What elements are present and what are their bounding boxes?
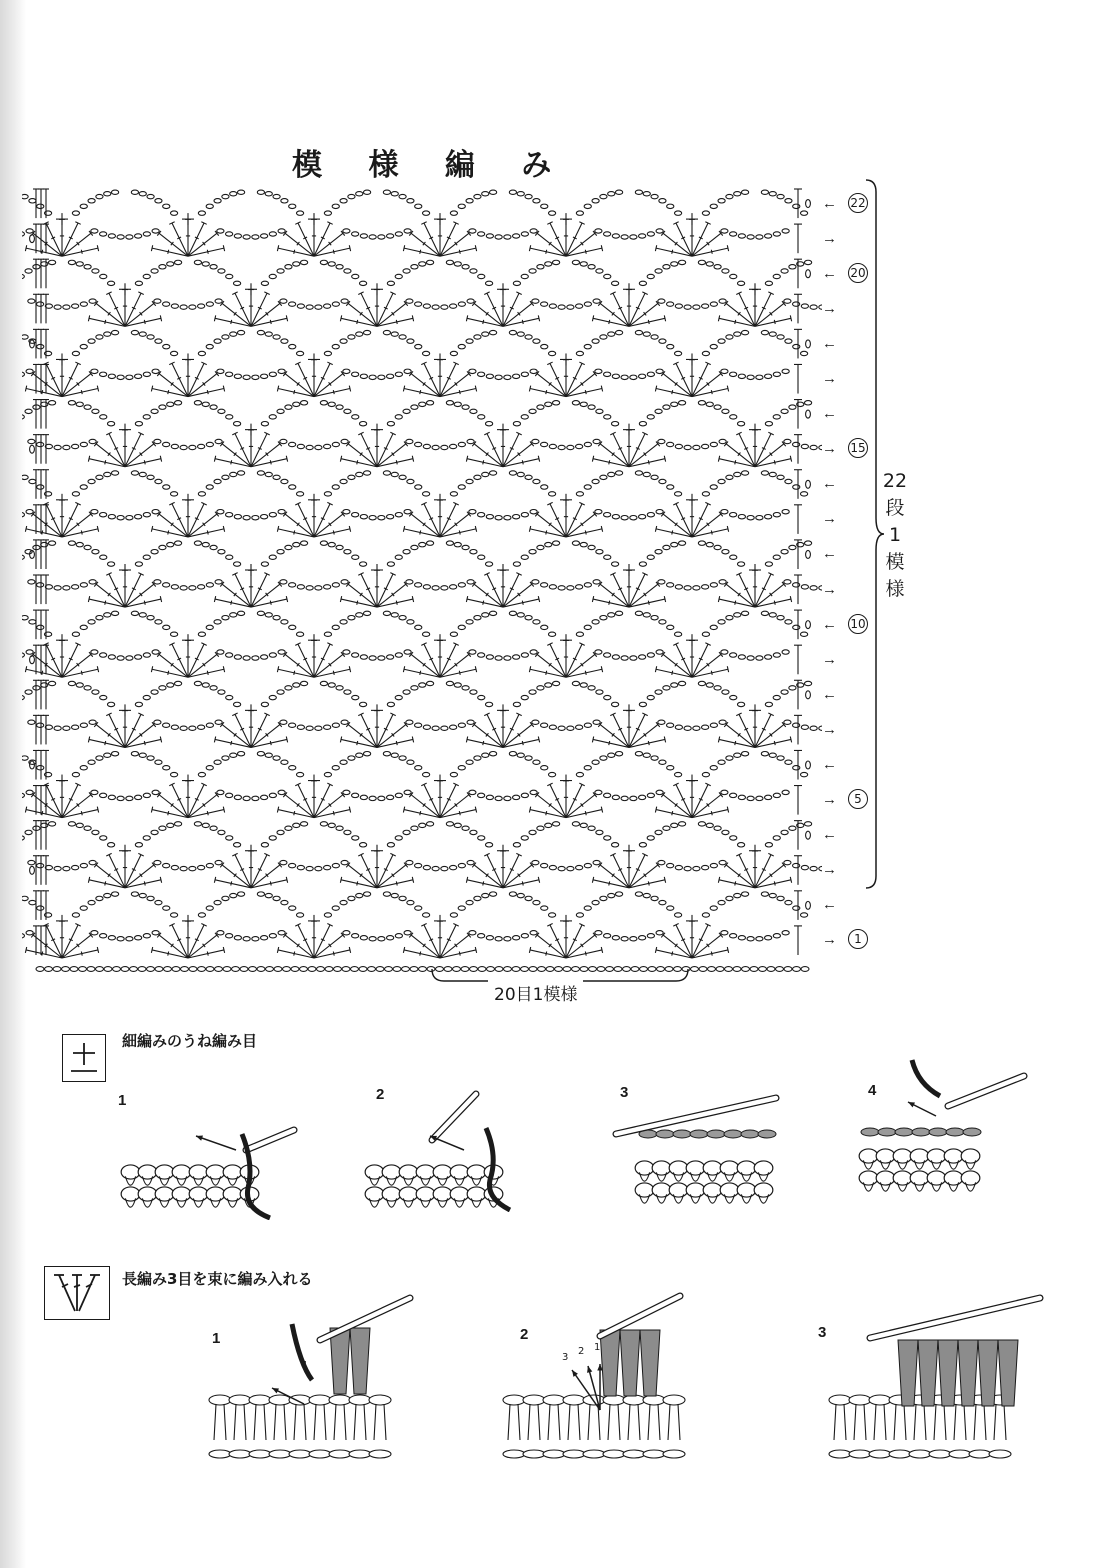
section1-step-1: 1 (118, 1092, 127, 1109)
section2-step-1: 1 (212, 1330, 221, 1347)
row-22-arrow: ← (822, 194, 837, 212)
dc3-bundle-symbol-box (44, 1266, 110, 1320)
row-5-arrow: → (822, 791, 837, 809)
row-number-10: 10 (848, 614, 868, 634)
rows-repeat-label (880, 468, 910, 603)
row-number-20: 20 (848, 263, 868, 283)
dc3-bundle-symbol-icon (45, 1267, 109, 1319)
row-3-arrow: → (822, 861, 837, 879)
row-number-1: 1 (848, 929, 868, 949)
section2-step-3: 3 (818, 1324, 827, 1341)
crochet-chart (22, 168, 822, 978)
section1-illustration-2 (360, 1080, 540, 1212)
row-20-arrow: ← (822, 264, 837, 282)
row-10-arrow: ← (822, 615, 837, 633)
row-16-arrow: ← (822, 405, 837, 423)
row-1-arrow: → (822, 931, 837, 949)
row-17-arrow: → (822, 370, 837, 387)
row-19-arrow: → (822, 299, 837, 317)
chart-stitch-grid (22, 190, 822, 958)
rows-repeat-label-4: 模 (885, 551, 905, 573)
row-number-22: 22 (848, 193, 868, 213)
row-14-arrow: ← (822, 475, 837, 493)
row-2-arrow: ← (822, 896, 837, 914)
section2-title: 長編み3目を束に編み入れる (122, 1270, 313, 1288)
section2-illustration-1 (200, 1290, 440, 1490)
section1-title: 細編みのうね編み目 (122, 1032, 258, 1050)
row-21-arrow: → (822, 229, 837, 247)
section2-arrow-label-1: 1 (302, 1360, 309, 1371)
row-4-arrow: ← (822, 826, 837, 844)
sc-back-loop-symbol-box (62, 1034, 106, 1082)
stitches-repeat-label: 20目1模様 (488, 980, 583, 1005)
row-8-arrow: ← (822, 685, 837, 703)
row-15-arrow: → (822, 440, 837, 458)
page-title: 模 様 編 み (292, 148, 570, 183)
section2-step-2: 2 (520, 1326, 529, 1343)
section1-illustration-4 (852, 1050, 1032, 1200)
row-7-arrow: → (822, 720, 837, 738)
sc-back-loop-symbol-icon (63, 1035, 105, 1081)
row-11-arrow: → (822, 580, 837, 598)
section1-illustration-1 (118, 1088, 298, 1220)
section1-step-3: 3 (620, 1084, 629, 1101)
foundation-chain (36, 967, 809, 972)
row-18-arrow: ← (822, 334, 837, 352)
rows-repeat-label-5: 様 (885, 578, 905, 600)
section2-arrow-label-2: 2 (578, 1346, 585, 1357)
row-13-arrow: → (822, 510, 837, 528)
row-number-15: 15 (848, 438, 868, 458)
row-6-arrow: ← (822, 756, 837, 773)
row-12-arrow: ← (822, 545, 837, 563)
row-9-arrow: → (822, 650, 837, 668)
section1-step-4: 4 (868, 1082, 877, 1099)
section2-arrow-label-3: 3 (562, 1352, 569, 1363)
rows-repeat-label-3: 1 (888, 524, 902, 546)
section1-step-2: 2 (376, 1086, 385, 1103)
row-number-5: 5 (848, 789, 868, 809)
section2-illustration-3 (820, 1290, 1060, 1490)
rows-repeat-label-2: 段 (885, 497, 905, 519)
section2-illustration-2 (500, 1290, 740, 1490)
section2-arrow-label-1b: 1 (594, 1342, 601, 1353)
section1-illustration-3 (600, 1080, 780, 1212)
rows-repeat-label-1: 22 (882, 470, 908, 492)
